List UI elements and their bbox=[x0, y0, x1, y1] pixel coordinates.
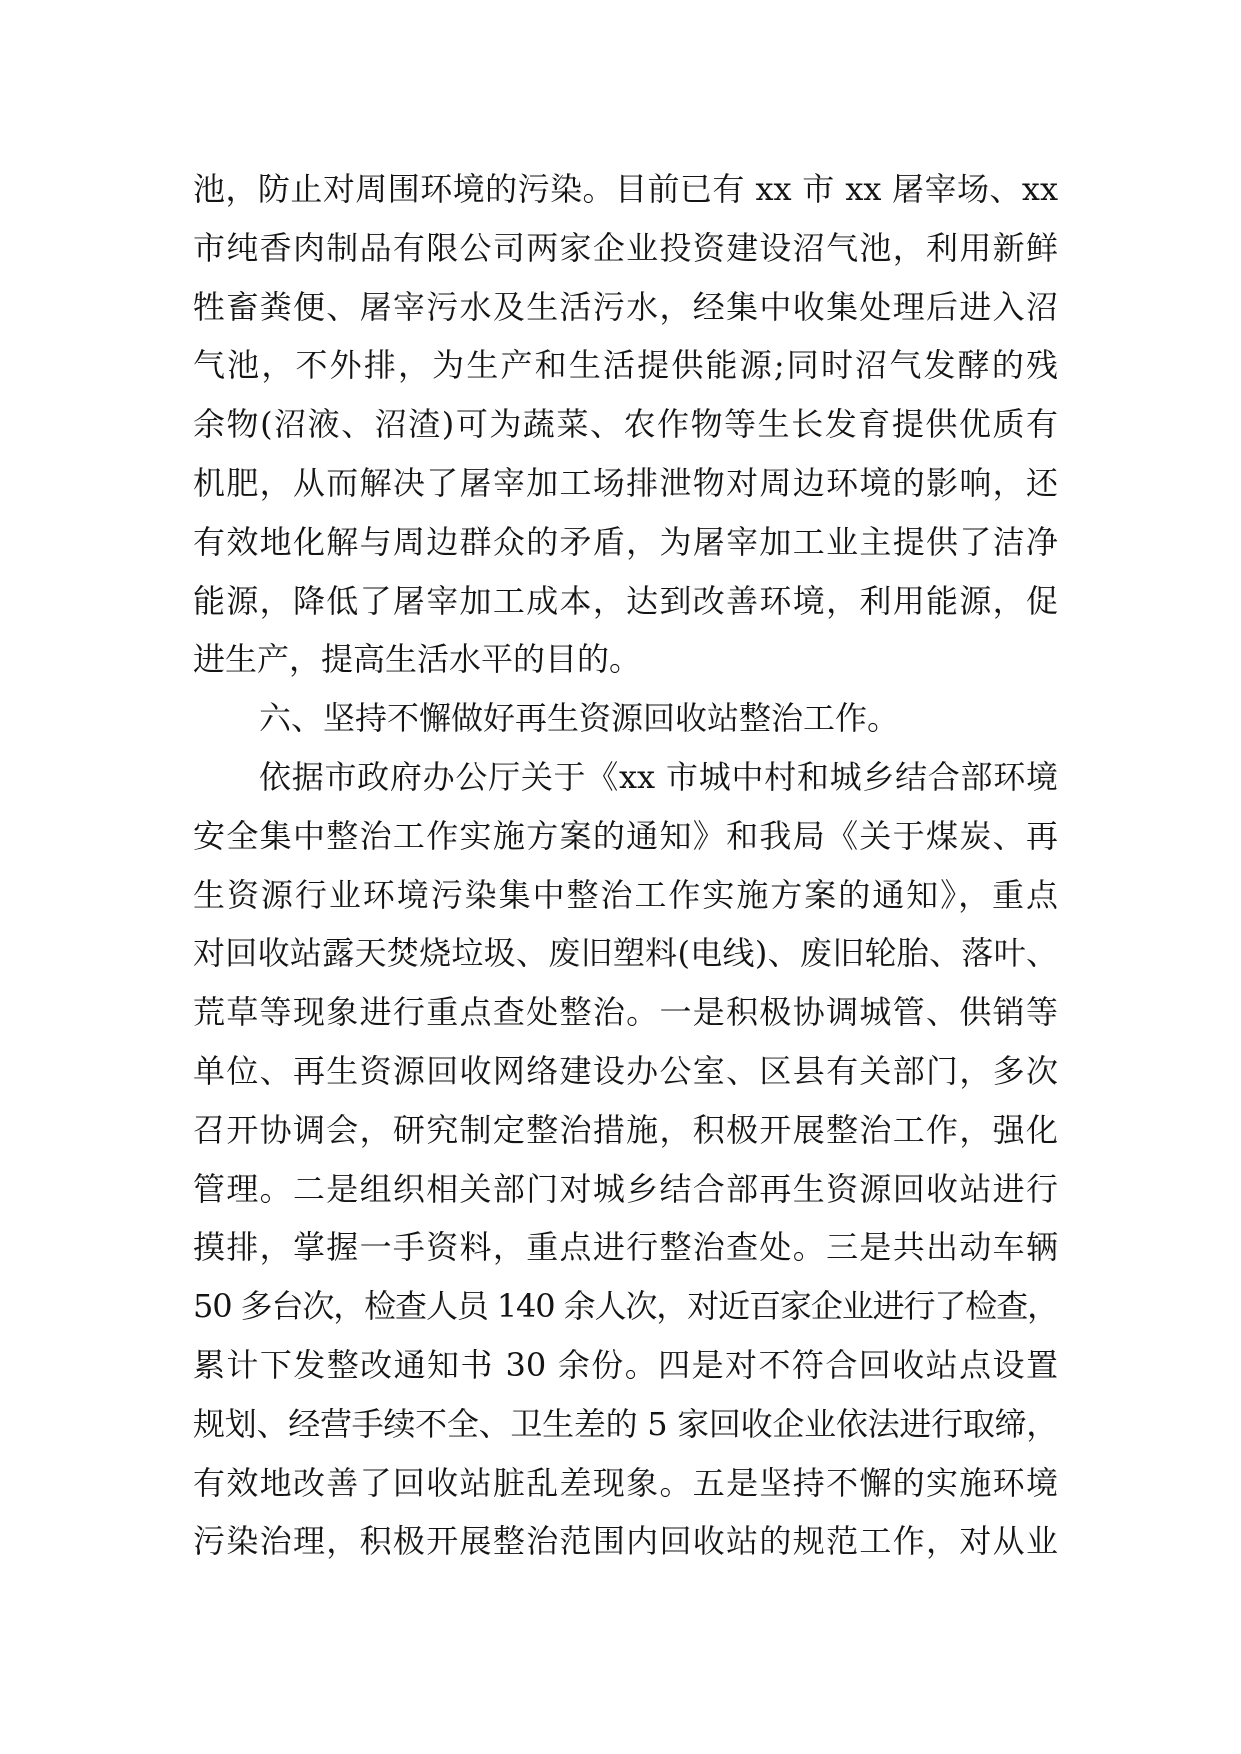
section-paragraph bbox=[193, 748, 1058, 1571]
text-line: 机肥，从而解决了屠宰加工场排泄物对周边环境的影响，还 bbox=[193, 463, 1058, 502]
text-line: 召开协调会，研究制定整治措施，积极开展整治工作，强化 bbox=[193, 1110, 1058, 1149]
text-line: 安全集中整治工作实施方案的通知》和我局《关于煤炭、再 bbox=[193, 816, 1058, 855]
text-line: 生资源行业环境污染集中整治工作实施方案的通知》，重点 bbox=[193, 875, 1058, 914]
text-line: 管理。二是组织相关部门对城乡结合部再生资源回收站进行 bbox=[193, 1169, 1058, 1208]
text-line: 进生产，提高生活水平的目的。 bbox=[193, 640, 642, 679]
text-line: 单位、再生资源回收网络建设办公室、区县有关部门，多次 bbox=[193, 1051, 1058, 1090]
text-line: 牲畜粪便、屠宰污水及生活污水，经集中收集处理后进入沼 bbox=[193, 287, 1058, 326]
section-heading bbox=[193, 689, 1058, 748]
section-heading-text: 六、坚持不懈做好再生资源回收站整治工作。 bbox=[259, 699, 900, 738]
text-line: 对回收站露天焚烧垃圾、废旧塑料(电线)、废旧轮胎、落叶、 bbox=[193, 934, 1058, 973]
text-line: 市纯香肉制品有限公司两家企业投资建设沼气池，利用新鲜 bbox=[193, 228, 1058, 267]
text-line: 50 多台次，检查人员 140 余人次，对近百家企业进行了检查， bbox=[193, 1287, 1058, 1326]
text-line: 累计下发整改通知书 30 余份。四是对不符合回收站点设置 bbox=[193, 1345, 1058, 1384]
text-line: 污染治理，积极开展整治范围内回收站的规范工作，对从业 bbox=[193, 1522, 1058, 1561]
text-line: 有效地改善了回收站脏乱差现象。五是坚持不懈的实施环境 bbox=[193, 1463, 1058, 1502]
body-text bbox=[193, 160, 1058, 1571]
text-line: 规划、经营手续不全、卫生差的 5 家回收企业依法进行取缔， bbox=[193, 1404, 1058, 1443]
text-line: 摸排，掌握一手资料，重点进行整治查处。三是共出动车辆 bbox=[193, 1228, 1058, 1267]
text-line: 能源，降低了屠宰加工成本，达到改善环境，利用能源，促 bbox=[193, 581, 1058, 620]
text-line: 池，防止对周围环境的污染。目前已有 xx 市 xx 屠宰场、xx bbox=[193, 170, 1058, 208]
text-line: 有效地化解与周边群众的矛盾，为屠宰加工业主提供了洁净 bbox=[193, 522, 1058, 561]
text-line: 依据市政府办公厅关于《xx 市城中村和城乡结合部环境 bbox=[259, 757, 1058, 796]
text-line: 余物(沼液、沼渣)可为蔬菜、农作物等生长发育提供优质有 bbox=[193, 405, 1058, 444]
text-line: 气池，不外排，为生产和生活提供能源;同时沼气发酵的残 bbox=[193, 346, 1058, 385]
text-line: 荒草等现象进行重点查处整治。一是积极协调城管、供销等 bbox=[193, 993, 1058, 1032]
carryover-paragraph bbox=[193, 160, 1058, 689]
